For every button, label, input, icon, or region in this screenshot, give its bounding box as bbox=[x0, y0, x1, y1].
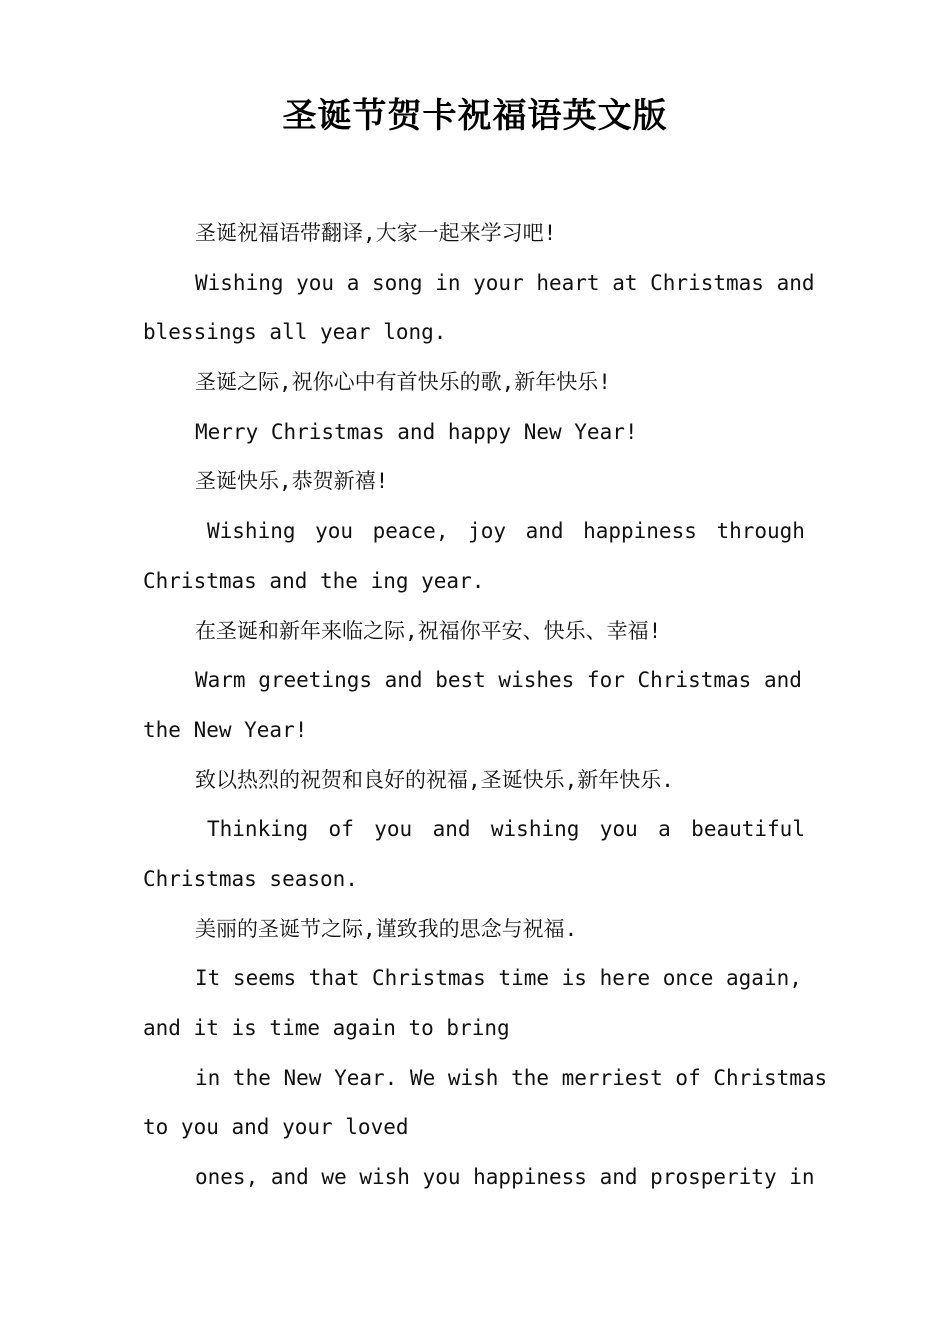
paragraph-line: 圣诞祝福语带翻译,大家一起来学习吧! bbox=[195, 221, 557, 245]
word: beautiful bbox=[691, 817, 805, 842]
paragraph-line: Christmas and the ing year. bbox=[143, 568, 485, 593]
paragraph-line-justified bbox=[143, 507, 831, 557]
word: peace, bbox=[372, 519, 449, 544]
paragraph-line: It seems that Christmas time is here once again, bbox=[195, 966, 802, 991]
word: a bbox=[658, 817, 671, 842]
paragraph-line: Warm greetings and best wishes for Christmas and bbox=[195, 668, 802, 693]
paragraph-line: Christmas season. bbox=[143, 866, 358, 891]
word: and bbox=[432, 817, 471, 842]
paragraph-line: 圣诞之际,祝你心中有首快乐的歌,新年快乐! bbox=[195, 370, 611, 395]
paragraph-line: 在圣诞和新年来临之际,祝福你平安、快乐、幸福! bbox=[195, 618, 662, 643]
paragraph-line: 圣诞快乐,恭贺新禧! bbox=[195, 469, 389, 494]
paragraph-line: ones, and we wish you happiness and prosperity in bbox=[195, 1165, 815, 1190]
paragraph-line: Merry Christmas and happy New Year! bbox=[195, 419, 638, 444]
paragraph-line: blessings all year long. bbox=[143, 320, 447, 345]
word: you bbox=[374, 817, 413, 842]
paragraph-line: and it is time again to bring bbox=[143, 1016, 510, 1040]
paragraph-line-justified bbox=[143, 805, 831, 855]
paragraph-line: 美丽的圣诞节之际,谨致我的思念与祝福. bbox=[195, 916, 578, 941]
paragraph-line: the New Year! bbox=[143, 717, 308, 742]
word: you bbox=[315, 519, 354, 544]
document-title: 圣诞节贺卡祝福语英文版 bbox=[282, 96, 668, 136]
word: of bbox=[328, 817, 354, 842]
word: Wishing bbox=[207, 519, 296, 544]
paragraph-line: Wishing you a song in your heart at Christmas and bbox=[195, 270, 815, 295]
word: Thinking bbox=[207, 817, 309, 842]
word: happiness bbox=[583, 519, 697, 544]
word: through bbox=[716, 519, 805, 544]
paragraph-line: in the New Year. We wish the merriest of Christmas bbox=[195, 1065, 828, 1090]
word: and bbox=[525, 519, 564, 544]
paragraph-line: to you and your loved bbox=[143, 1115, 409, 1140]
document-body bbox=[143, 209, 831, 1203]
word: joy bbox=[468, 519, 506, 544]
paragraph-line: 致以热烈的祝贺和良好的祝福,圣诞快乐,新年快乐. bbox=[195, 767, 674, 792]
word: you bbox=[599, 817, 638, 842]
word: wishing bbox=[490, 817, 580, 842]
